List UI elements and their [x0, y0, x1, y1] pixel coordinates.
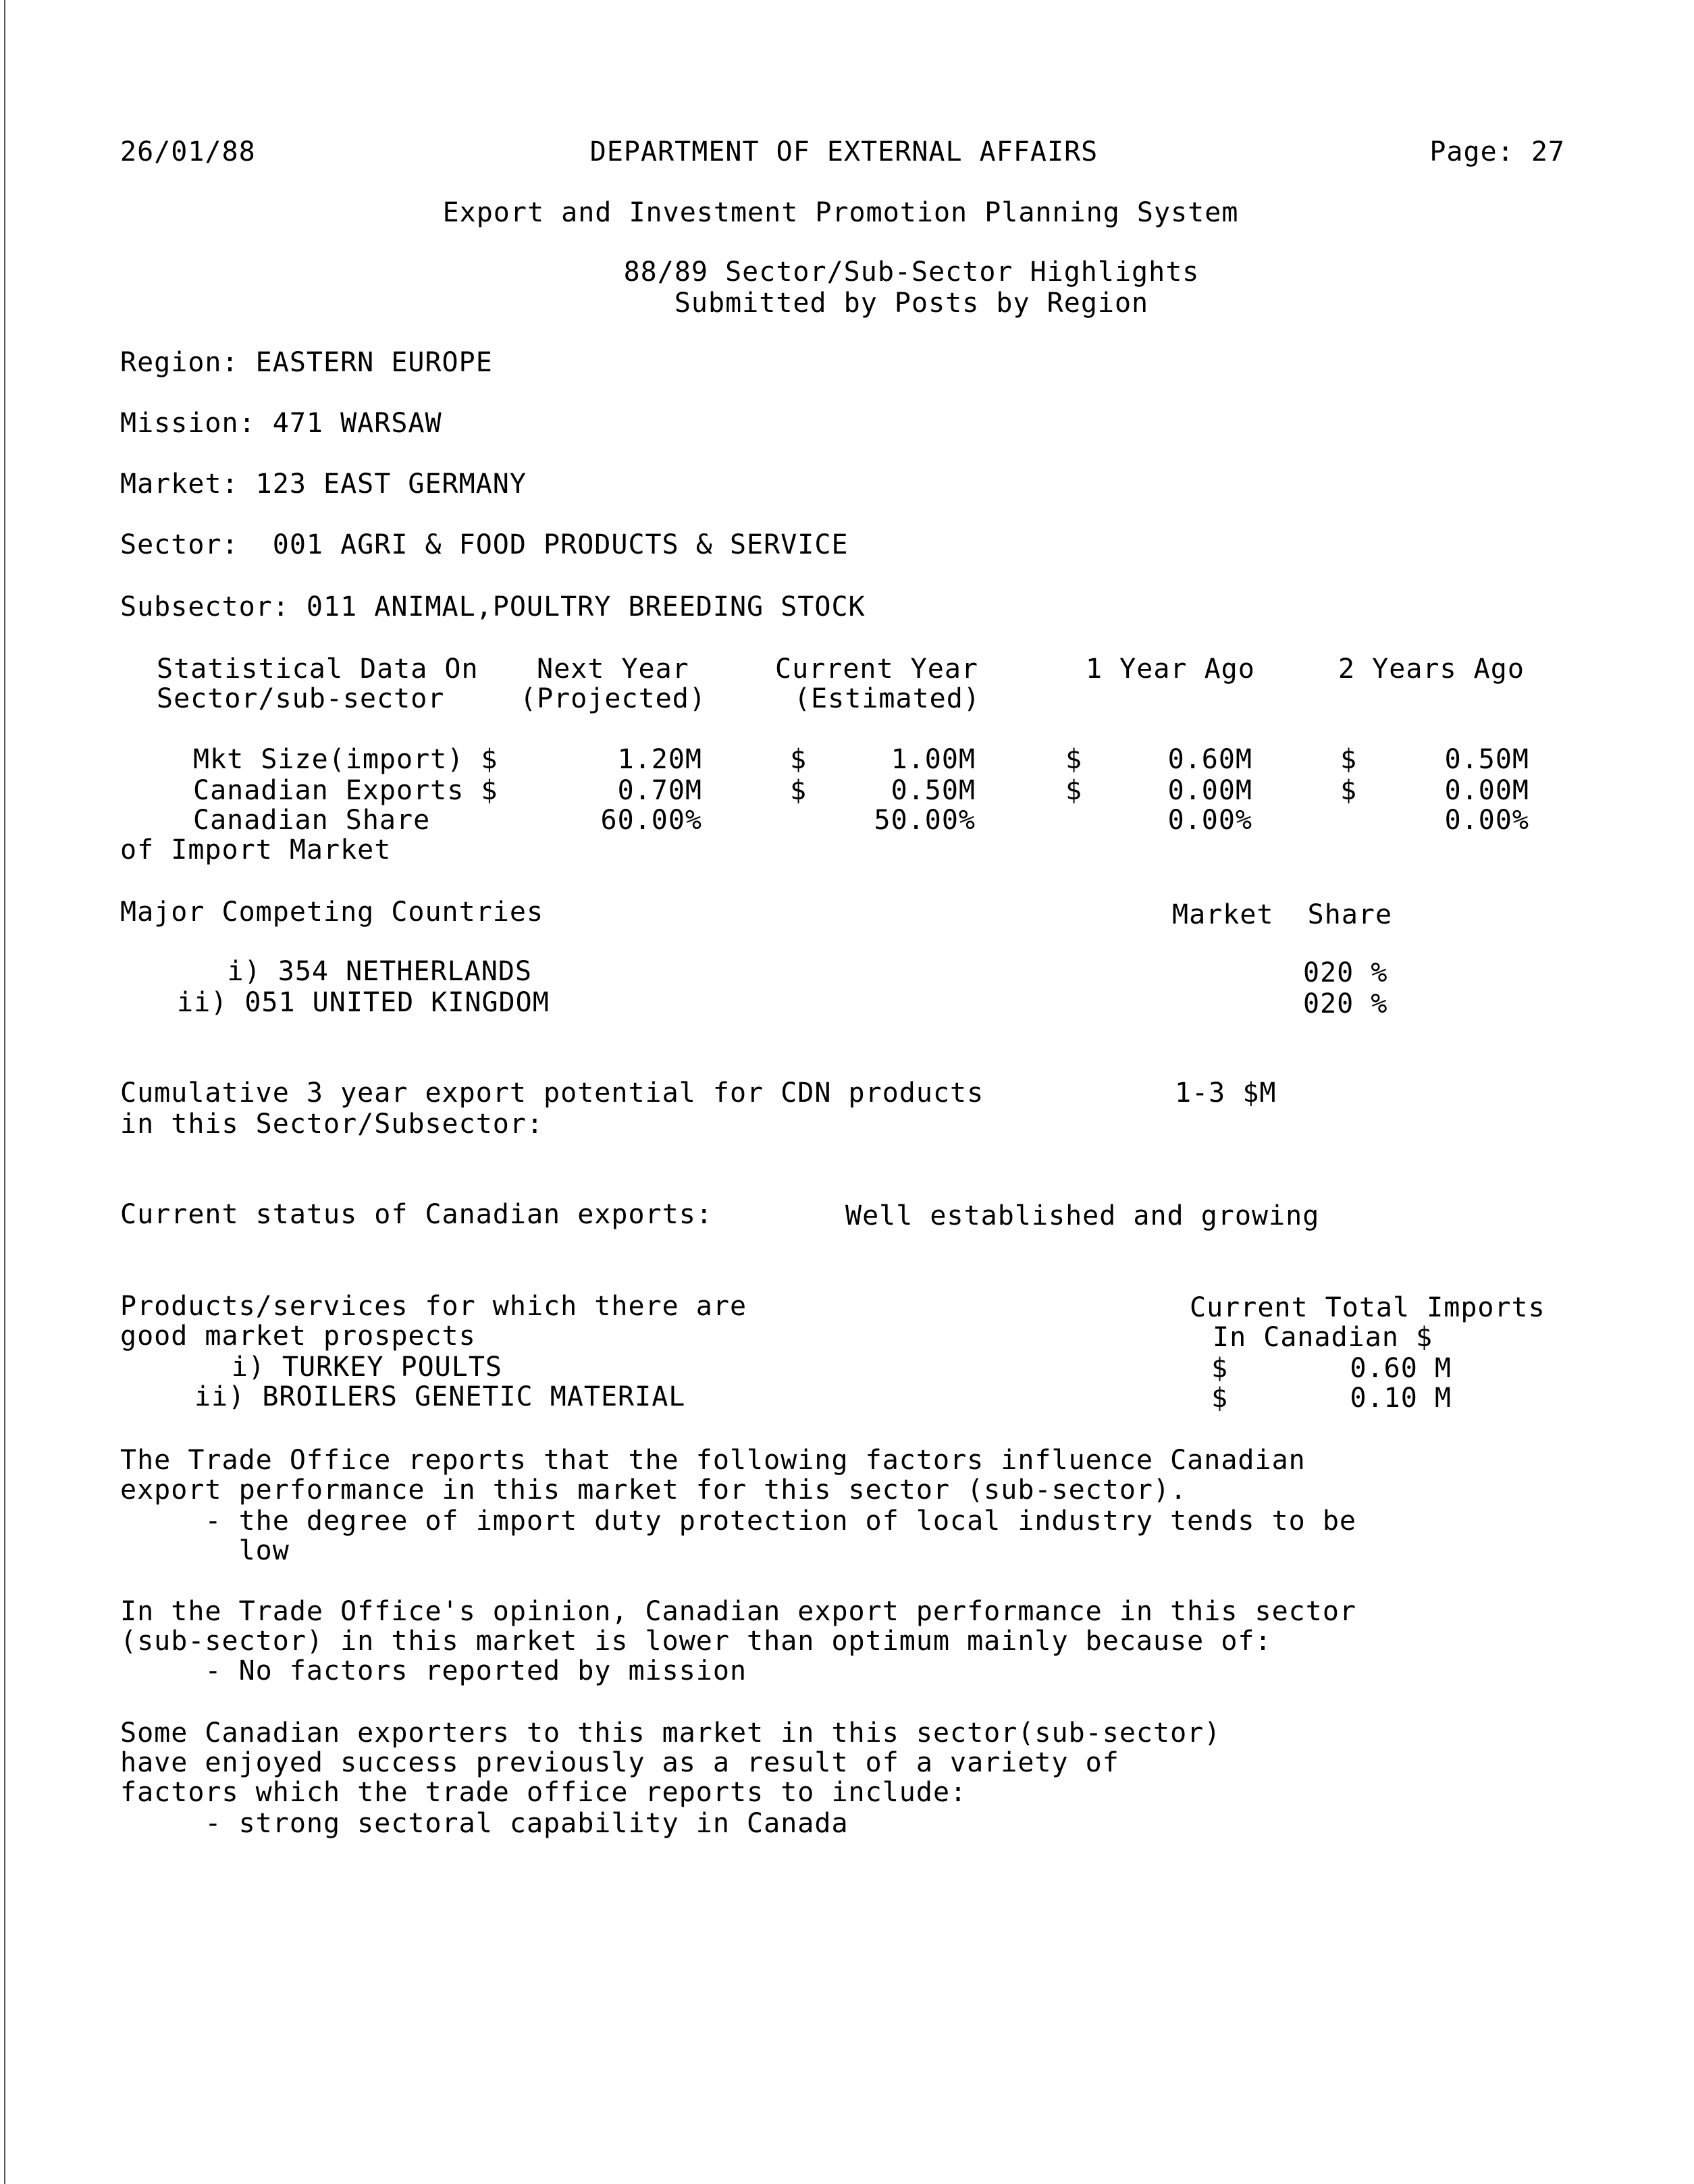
stats-share-note: of Import Market [120, 834, 392, 865]
paragraph-line: have enjoyed success previously as a result of a variety of [120, 1747, 1119, 1778]
stats-value-2-years-ago: 0.00% [1444, 805, 1529, 836]
stats-header-estimated: (Estimated) [794, 683, 980, 714]
stats-value-2-years-ago: 0.50M [1444, 744, 1529, 775]
market-field: Market: 123 EAST GERMANY [120, 469, 527, 500]
export-potential-label-2: in this Sector/Subsector: [120, 1109, 544, 1140]
stats-header-2-years-ago: 2 Years Ago [1338, 654, 1525, 685]
export-status-value: Well established and growing [845, 1200, 1320, 1231]
products-heading-2: good market prospects [120, 1321, 476, 1352]
stats-currency: $ [1340, 744, 1358, 775]
stats-row-label: Mkt Size(import) $ [193, 744, 498, 775]
product-import-value: 0.60 M [1350, 1353, 1452, 1384]
competitor-share: 020 % [1303, 988, 1388, 1019]
paragraph-line: low [120, 1535, 290, 1566]
region-field: Region: EASTERN EUROPE [120, 347, 493, 378]
stats-header-next-year: Next Year [537, 654, 689, 685]
paragraph-line: (sub-sector) in this market is lower than optimum mainly because of: [120, 1626, 1272, 1657]
system-title: Export and Investment Promotion Planning System [442, 197, 1239, 228]
paragraph-line: - No factors reported by mission [120, 1655, 747, 1686]
stats-currency: $ [790, 744, 808, 775]
stats-currency: $ [1065, 775, 1083, 806]
paragraph-line: factors which the trade office reports to include: [120, 1777, 968, 1808]
stats-value-2-years-ago: 0.00M [1444, 775, 1529, 806]
stats-value-1-year-ago: 0.00% [1167, 805, 1252, 836]
paragraph-line: Some Canadian exporters to this market in this sector(sub-sector) [120, 1717, 1221, 1749]
imports-heading-2: In Canadian $ [1213, 1322, 1433, 1353]
paragraph-line: - the degree of import duty protection of local industry tends to be [120, 1506, 1356, 1537]
product-currency: $ [1211, 1383, 1229, 1414]
report-date: 26/01/88 [120, 136, 256, 167]
product-currency: $ [1211, 1353, 1229, 1384]
page-number: Page: 27 [1429, 136, 1565, 167]
stats-currency: $ [1340, 775, 1358, 806]
competitors-heading: Major Competing Countries [120, 897, 544, 928]
stats-value-next-year: 0.70M [617, 775, 702, 806]
stats-value-1-year-ago: 0.60M [1167, 744, 1252, 775]
stats-currency: $ [790, 775, 808, 806]
stats-value-current-year: 50.00% [874, 805, 976, 836]
page-edge [4, 0, 5, 2184]
stats-value-next-year: 1.20M [617, 744, 702, 775]
stats-header-1-year-ago: 1 Year Ago [1086, 654, 1255, 685]
products-heading-1: Products/services for which there are [120, 1291, 747, 1322]
stats-row-label: Canadian Exports $ [193, 775, 498, 806]
stats-value-current-year: 1.00M [891, 744, 976, 775]
product-name: ii) BROILERS GENETIC MATERIAL [194, 1381, 686, 1412]
paragraph-line: - strong sectoral capability in Canada [120, 1808, 849, 1839]
report-title: 88/89 Sector/Sub-Sector Highlights [623, 257, 1200, 288]
stats-value-current-year: 0.50M [891, 775, 976, 806]
export-potential-label-1: Cumulative 3 year export potential for CDN products [120, 1077, 984, 1109]
stats-header-label-1: Statistical Data On [157, 654, 479, 685]
paragraph-line: export performance in this market for this sector (sub-sector). [120, 1474, 1188, 1506]
export-potential-value: 1-3 $M [1175, 1077, 1277, 1109]
competitor-share: 020 % [1303, 957, 1388, 988]
report-subtitle: Submitted by Posts by Region [674, 288, 1149, 319]
sector-field: Sector: 001 AGRI & FOOD PRODUCTS & SERVICE [120, 529, 849, 560]
product-import-value: 0.10 M [1350, 1383, 1452, 1414]
stats-currency: $ [1065, 744, 1083, 775]
stats-value-1-year-ago: 0.00M [1167, 775, 1252, 806]
stats-row-label: Canadian Share [193, 805, 431, 836]
export-status-label: Current status of Canadian exports: [120, 1199, 713, 1230]
imports-heading-1: Current Total Imports [1190, 1292, 1545, 1323]
product-name: i) TURKEY POULTS [231, 1352, 502, 1383]
subsector-field: Subsector: 011 ANIMAL,POULTRY BREEDING STOCK [120, 591, 866, 622]
competitor-name: i) 354 NETHERLANDS [227, 956, 532, 987]
market-share-heading: Market Share [1172, 899, 1393, 930]
department-title: DEPARTMENT OF EXTERNAL AFFAIRS [589, 136, 1099, 167]
stats-header-current-year: Current Year [775, 654, 978, 685]
stats-header-label-2: Sector/sub-sector [157, 683, 445, 714]
competitor-name: ii) 051 UNITED KINGDOM [177, 987, 550, 1018]
paragraph-line: In the Trade Office's opinion, Canadian export performance in this sector [120, 1596, 1356, 1627]
stats-value-next-year: 60.00% [600, 805, 702, 836]
paragraph-line: The Trade Office reports that the following factors influence Canadian [120, 1445, 1306, 1476]
stats-header-projected: (Projected) [520, 683, 706, 714]
mission-field: Mission: 471 WARSAW [120, 408, 442, 439]
